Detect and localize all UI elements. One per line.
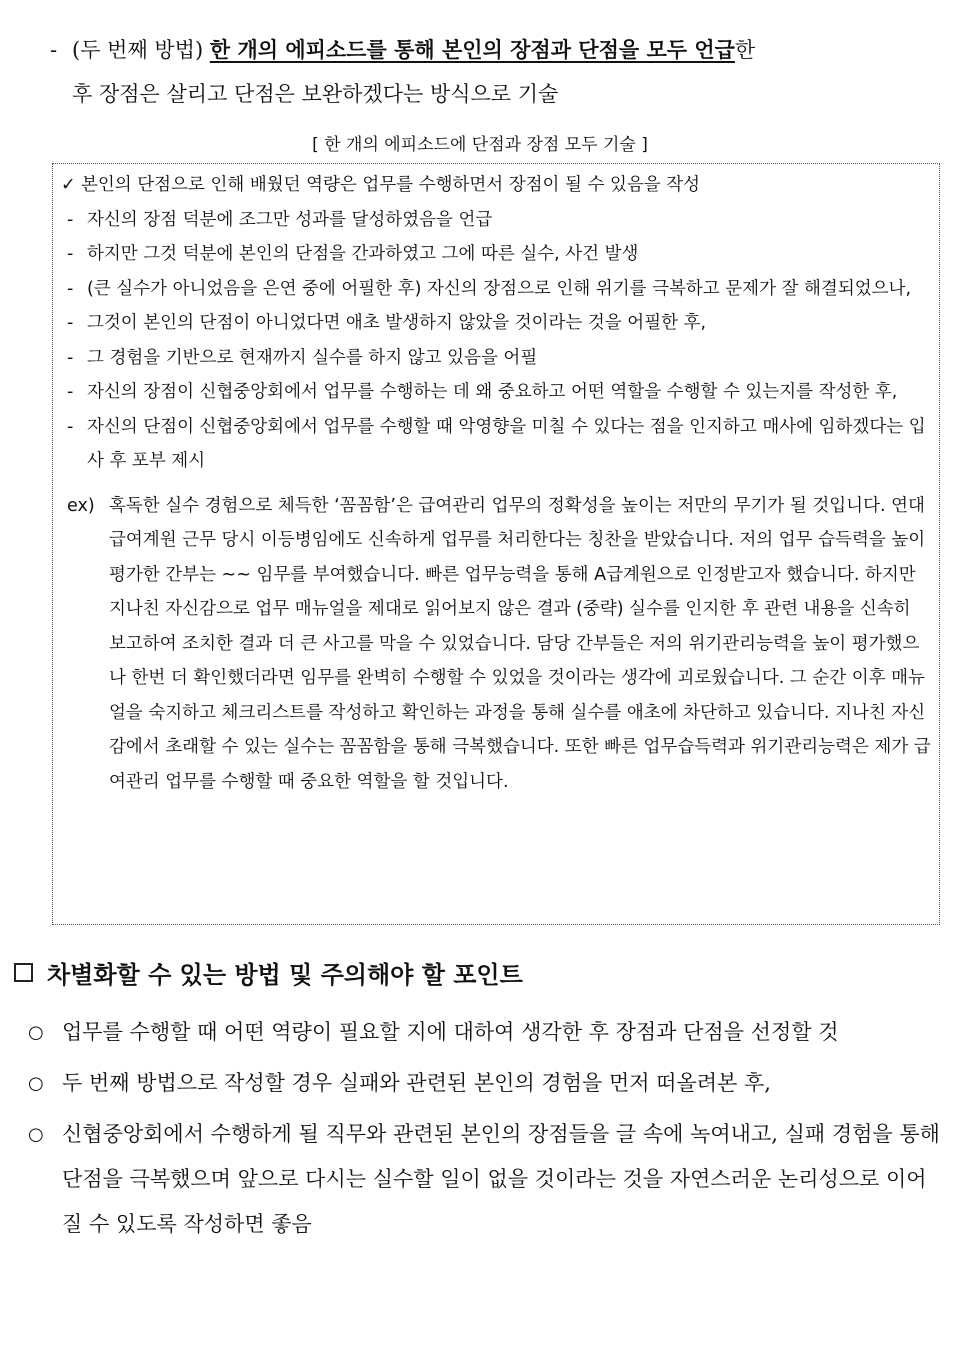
circle-bullet-icon: ○: [28, 1022, 44, 1043]
list-item: - 자신의 장점이 신협중앙회에서 업무를 수행하는 데 왜 중요하고 어떤 역할을 수행할 수 있는지를 작성한 후,: [67, 382, 898, 402]
intro-underlined: 한 개의 에피소드를 통해 본인의 장점과 단점을 모두 언급: [209, 37, 735, 62]
list-item: - 자신의 단점이 신협중앙회에서 업무를 수행할 때 악영향을 미칠 수 있다는 점을 인지하고 매사에 임하겠다는 입사 후 포부 제시: [67, 416, 926, 471]
list-item: - 자신의 장점 덕분에 조그만 성과를 달성하였음을 언급: [67, 209, 493, 230]
guideline-box: [52, 163, 940, 925]
check-text: 본인의 단점으로 인해 배웠던 역량은 업무를 수행하면서 장점이 될 수 있음을 작성: [81, 175, 701, 195]
square-bullet-icon: [14, 963, 33, 982]
intro-dash: -: [50, 38, 58, 62]
example-label: ex): [67, 495, 95, 516]
check-line: [61, 168, 931, 203]
circle-bullet-icon: ○: [28, 1124, 44, 1145]
box-title: [ 한 개의 에피소드에 단점과 장점 모두 기술 ]: [312, 135, 648, 155]
list-item: ○ 업무를 수행할 때 어떤 역량이 필요할 지에 대하여 생각한 후 장점과 단점을 선정할 것: [28, 1010, 946, 1055]
list-item: ○ 두 번째 방법으로 작성할 경우 실패와 관련된 본인의 경험을 먼저 떠올려본 후,: [28, 1061, 946, 1106]
intro-paragraph: [50, 28, 945, 116]
points-list: [28, 1010, 946, 1253]
list-item: ○ 신협중앙회에서 수행하게 될 직무와 관련된 본인의 장점들을 글 속에 녹여내고, 실패 경험을 통해 단점을 극복했으며 앞으로 다시는 실수할 일이 없을 것이라는 것을 자연스러운 논리성으로 이어질 수 있도록 작성하면 좋음: [28, 1112, 946, 1247]
list-item: - 하지만 그것 덕분에 본인의 단점을 간과하였고 그에 따른 실수, 사건 발생: [67, 244, 639, 264]
example-paragraph: [61, 489, 931, 800]
list-item: - 그것이 본인의 단점이 아니었다면 애초 발생하지 않았을 것이라는 것을 어필한 후,: [67, 313, 707, 333]
section-heading: [14, 955, 523, 990]
list-item: - 그 경험을 기반으로 현재까지 실수를 하지 않고 있음을 어필: [67, 347, 538, 368]
check-mark-icon: ✓: [61, 175, 76, 195]
section-title: 차별화할 수 있는 방법 및 주의해야 할 포인트: [47, 961, 523, 989]
intro-line-1: [72, 28, 755, 72]
list-item: - (큰 실수가 아니었음을 은연 중에 어필한 후) 자신의 장점으로 인해 위기를 극복하고 문제가 잘 해결되었으나,: [67, 278, 912, 299]
intro-line-2: 후 장점은 살리고 단점은 보완하겠다는 방식으로 기술: [72, 82, 559, 106]
intro-rest: 한: [734, 38, 756, 62]
example-text: 혹독한 실수 경험으로 체득한 ‘꼼꼼함’은 급여관리 업무의 정확성을 높이는 저만의 무기가 될 것입니다. 연대 급여계원 근무 당시 이등병임에도 신속하게 업무를 처리한다는 칭찬을 받았습니다. 저의 업무 습득력을 높이 평가한 간부는 ~~ 임무를 부여했습니다. 빠른 업무능력을 통해 A급계원으로 인정받고자 했습니다. 하지만 지나친 자신감으로 업무 매뉴얼을 제대로 읽어보지 않은 결과 (중략) 실수를 인지한 후 관련 내용을 신속히 보고하여 조치한 결과 더 큰 사고를 막을 수 있었습니다. 담당 간부들은 저의 위기관리능력을 높이 평가했으나 한번 더 확인했더라면 임무를 완벽히 수행할 수 있었을 것이라는 생각에 괴로웠습니다. 그 순간 이후 매뉴얼을 숙지하고 체크리스트를 작성하고 확인하는 과정을 통해 실수를 애초에 차단하고 있습니다. 지나친 자신감에서 초래할 수 있는 실수는 꼼꼼함을 통해 극복했습니다. 또한 빠른 업무습득력과 위기관리능력은 제가 급여관리 업무를 수행할 때 중요한 역할을 할 것입니다.: [109, 495, 931, 792]
intro-lead: (두 번째 방법): [72, 38, 210, 62]
circle-bullet-icon: ○: [28, 1073, 44, 1094]
